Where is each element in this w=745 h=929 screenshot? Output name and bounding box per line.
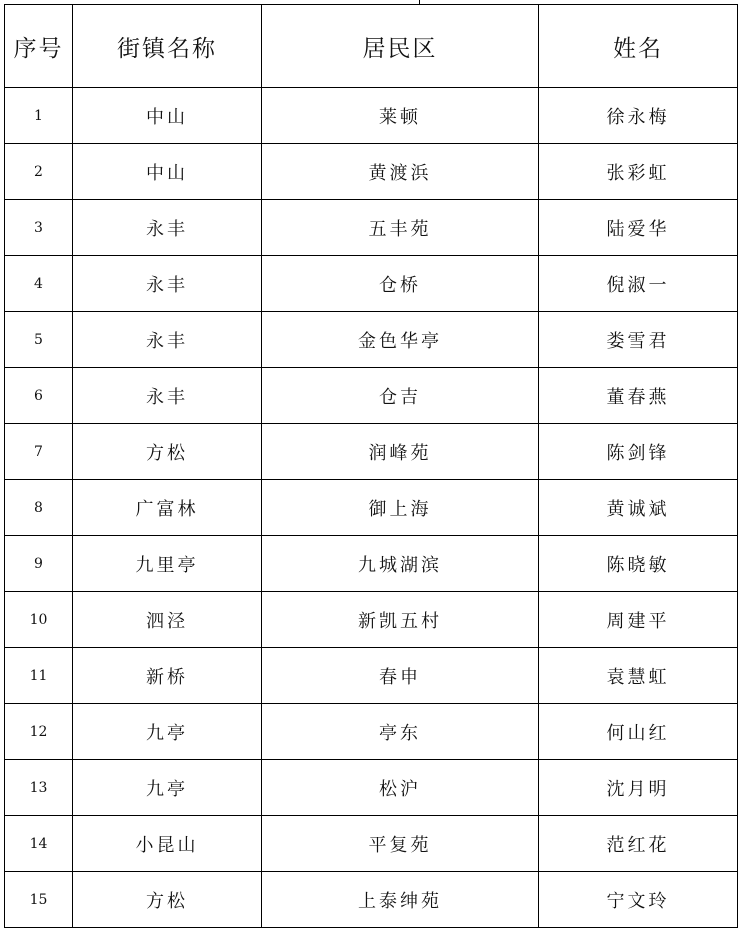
cell-index: 13 — [5, 760, 73, 816]
cell-street: 泗泾 — [73, 592, 262, 648]
cell-community: 五丰苑 — [262, 200, 539, 256]
cell-name: 娄雪君 — [539, 312, 738, 368]
cell-index: 4 — [5, 256, 73, 312]
cell-index: 11 — [5, 648, 73, 704]
cell-community: 松沪 — [262, 760, 539, 816]
header-index: 序号 — [5, 5, 73, 88]
cell-name: 何山红 — [539, 704, 738, 760]
cell-name: 范红花 — [539, 816, 738, 872]
cell-index: 7 — [5, 424, 73, 480]
table-row — [5, 200, 738, 256]
cell-index: 15 — [5, 872, 73, 928]
cell-name: 袁慧虹 — [539, 648, 738, 704]
cell-community: 春申 — [262, 648, 539, 704]
cell-index: 10 — [5, 592, 73, 648]
cell-street: 永丰 — [73, 256, 262, 312]
cell-index: 1 — [5, 88, 73, 144]
cell-street: 九里亭 — [73, 536, 262, 592]
cell-street: 小昆山 — [73, 816, 262, 872]
header-name: 姓名 — [539, 5, 738, 88]
cell-street: 方松 — [73, 424, 262, 480]
header-street: 街镇名称 — [73, 5, 262, 88]
cell-community: 金色华亭 — [262, 312, 539, 368]
table-row — [5, 424, 738, 480]
cell-community: 新凯五村 — [262, 592, 539, 648]
cell-community: 御上海 — [262, 480, 539, 536]
cell-name: 张彩虹 — [539, 144, 738, 200]
cell-street: 九亭 — [73, 704, 262, 760]
cell-street: 广富林 — [73, 480, 262, 536]
cell-street: 永丰 — [73, 368, 262, 424]
cell-community: 莱顿 — [262, 88, 539, 144]
cell-street: 中山 — [73, 88, 262, 144]
cell-community: 仓吉 — [262, 368, 539, 424]
cell-name: 宁文玲 — [539, 872, 738, 928]
cell-community: 黄渡浜 — [262, 144, 539, 200]
cell-community: 仓桥 — [262, 256, 539, 312]
cell-index: 2 — [5, 144, 73, 200]
table-row — [5, 872, 738, 928]
cell-index: 5 — [5, 312, 73, 368]
cell-street: 方松 — [73, 872, 262, 928]
table-row — [5, 88, 738, 144]
table-row — [5, 648, 738, 704]
table-row — [5, 592, 738, 648]
cell-name: 陆爱华 — [539, 200, 738, 256]
cell-index: 14 — [5, 816, 73, 872]
cell-street: 永丰 — [73, 312, 262, 368]
cell-index: 6 — [5, 368, 73, 424]
cell-community: 九城湖滨 — [262, 536, 539, 592]
cell-name: 周建平 — [539, 592, 738, 648]
cell-community: 上泰绅苑 — [262, 872, 539, 928]
cell-name: 陈晓敏 — [539, 536, 738, 592]
table-row — [5, 760, 738, 816]
cell-index: 12 — [5, 704, 73, 760]
cell-street: 新桥 — [73, 648, 262, 704]
header-community: 居民区 — [262, 5, 539, 88]
cell-community: 平复苑 — [262, 816, 539, 872]
cell-street: 九亭 — [73, 760, 262, 816]
table-row — [5, 368, 738, 424]
cell-index: 3 — [5, 200, 73, 256]
table-row — [5, 536, 738, 592]
cell-index: 9 — [5, 536, 73, 592]
header-row — [5, 5, 738, 88]
table-row — [5, 144, 738, 200]
cell-name: 倪淑一 — [539, 256, 738, 312]
cell-name: 董春燕 — [539, 368, 738, 424]
cell-name: 黄诚斌 — [539, 480, 738, 536]
cell-street: 永丰 — [73, 200, 262, 256]
resident-table — [4, 4, 738, 928]
table-row — [5, 480, 738, 536]
cell-name: 沈月明 — [539, 760, 738, 816]
cell-street: 中山 — [73, 144, 262, 200]
table-row — [5, 704, 738, 760]
cell-name: 陈剑锋 — [539, 424, 738, 480]
cell-community: 亭东 — [262, 704, 539, 760]
cell-community: 润峰苑 — [262, 424, 539, 480]
table-row — [5, 816, 738, 872]
table-row — [5, 312, 738, 368]
cell-name: 徐永梅 — [539, 88, 738, 144]
cell-index: 8 — [5, 480, 73, 536]
table-row — [5, 256, 738, 312]
